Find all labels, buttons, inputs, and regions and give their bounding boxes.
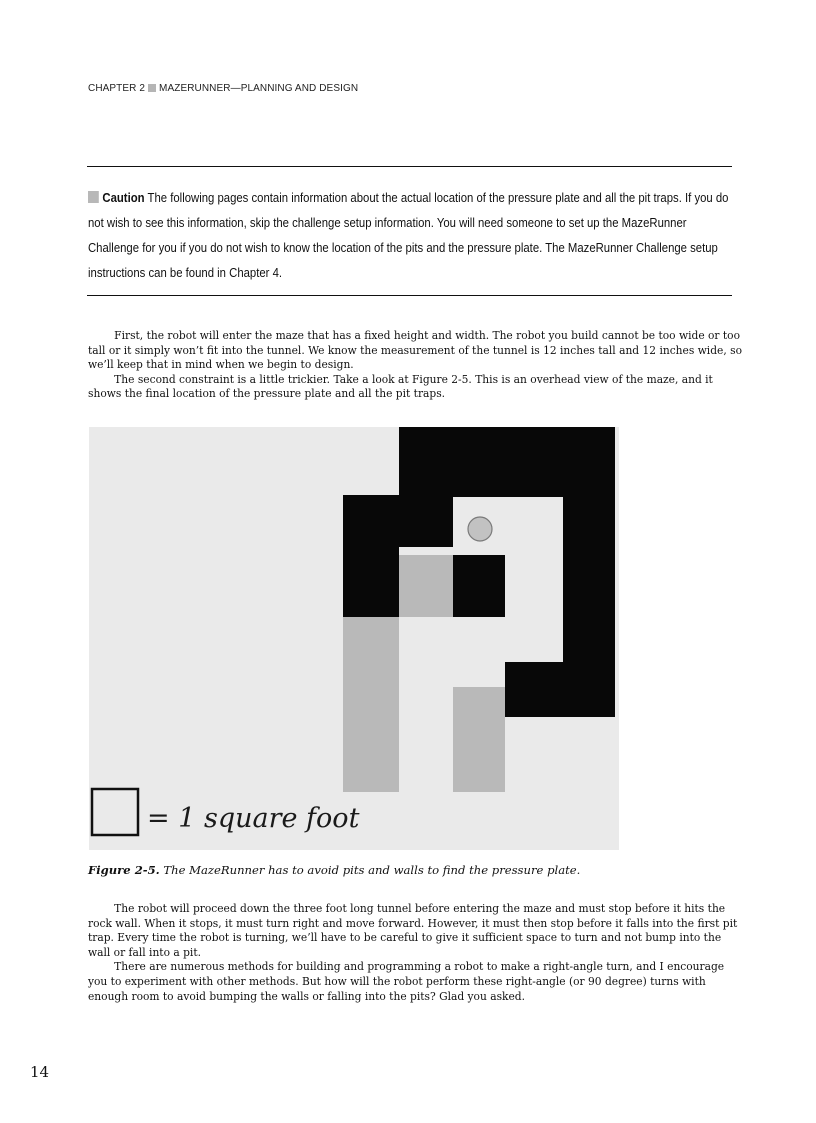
caution-text: The following pages contain information about the actual location of the pressure plate and all the pit traps. If you do not wish to see this information, skip the challenge setup information. You will need someone to set up the MazeRunner Challenge for you if you do not wish to know the location of the pits and the pressure plate. The MazeRunner Challenge setup instructions can be found in Chapter 4.	[88, 191, 729, 280]
running-head-chapter: CHAPTER 2	[88, 83, 146, 94]
caution-box	[88, 186, 733, 286]
maze-diagram	[89, 427, 619, 850]
running-head-title: MAZERUNNER—PLANNING AND DESIGN	[159, 83, 359, 94]
caution-label: Caution	[102, 191, 145, 205]
paragraph: First, the robot will enter the maze that has a fixed height and width. The robot you build cannot be too wide or too tall or it simply won’t fit into the tunnel. We know the measurement of the tunnel is 12 inches tall and 12 inches wide, so we’ll keep that in mind when we begin to design.	[88, 328, 742, 372]
pit-trap	[453, 687, 505, 792]
square-bullet-icon	[88, 191, 99, 203]
figure-caption-label: Figure 2-5.	[88, 863, 160, 877]
figure-caption-text: The MazeRunner has to avoid pits and walls to find the pressure plate.	[163, 863, 581, 877]
caution-top-rule	[87, 166, 732, 167]
square-bullet-icon	[148, 84, 156, 92]
legend-label: = 1 square foot	[147, 803, 360, 834]
caution-bottom-rule	[87, 295, 732, 296]
paragraph: There are numerous methods for building and programming a robot to make a right-angle turn, and I encourage you to experiment with other methods. But how will the robot perform these right-angle (or 90 degree) turns with enough room to avoid bumping the walls or falling into the pits? Glad you asked.	[88, 959, 725, 1003]
pit-trap	[399, 555, 453, 617]
maze-wall-center	[453, 555, 505, 617]
running-head	[88, 83, 688, 94]
body-text-top	[88, 328, 743, 401]
body-text-bottom	[88, 901, 743, 1003]
paragraph: The robot will proceed down the three foot long tunnel before entering the maze and must stop before it hits the rock wall. When it stops, it must turn right and move forward. However, it must then stop before it falls into the first pit trap. Every time the robot is turning, we’ll have to be careful to give it sufficient space to turn and not bump into the wall or fall into a pit.	[88, 901, 738, 959]
paragraph: The second constraint is a little trickier. Take a look at Figure 2-5. This is an overhead view of the maze, and it shows the final location of the pressure plate and all the pit traps.	[88, 371, 713, 401]
pit-trap	[343, 617, 399, 792]
page-number: 14	[30, 1063, 50, 1081]
maze-wall-left	[343, 495, 399, 617]
figure-caption	[88, 863, 728, 877]
maze-figure	[89, 427, 619, 850]
pressure-plate	[468, 517, 492, 541]
